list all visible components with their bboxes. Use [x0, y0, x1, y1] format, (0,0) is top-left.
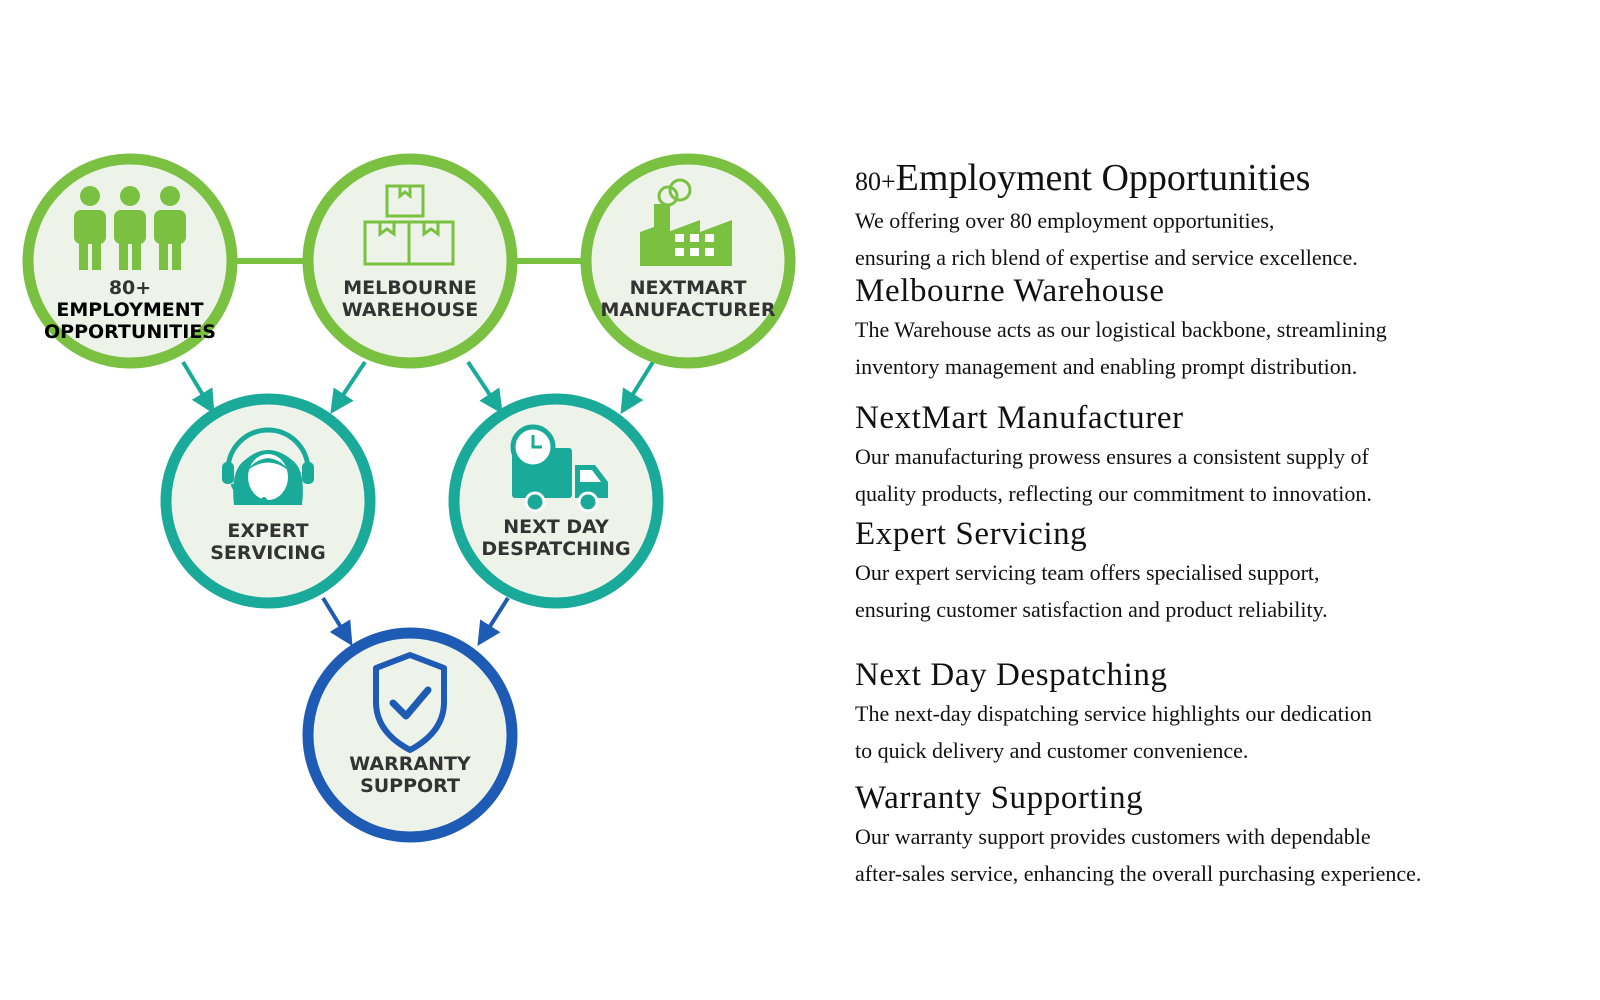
section-warehouse — [855, 271, 1575, 385]
section-heading: Next Day Despatching — [855, 657, 1168, 693]
warehouse-label-line2: WAREHOUSE — [341, 299, 479, 321]
section-heading: Melbourne Warehouse — [855, 273, 1165, 309]
section-heading: Warranty Supporting — [855, 780, 1144, 816]
arrow-warehouse-to-despatching — [468, 362, 500, 410]
employment-label-line2: EMPLOYMENT — [56, 299, 204, 321]
section-line: ensuring a rich blend of expertise and service excellence. — [855, 245, 1358, 270]
section-line: to quick delivery and customer convenience. — [855, 738, 1249, 763]
circle-despatching — [454, 399, 658, 603]
section-line: inventory management and enabling prompt distribution. — [855, 354, 1358, 379]
arrow-warehouse-to-servicing — [333, 362, 365, 410]
section-line: ensuring customer satisfaction and product reliability. — [855, 597, 1328, 622]
section-line: The Warehouse acts as our logistical backbone, streamlining — [855, 317, 1387, 342]
employment-label-line1: 80+ — [108, 277, 152, 299]
section-heading: Expert Servicing — [855, 516, 1088, 552]
section-despatching — [855, 655, 1575, 769]
employment-label-line3: OPPORTUNITIES — [44, 321, 216, 343]
section-employment — [855, 158, 1575, 276]
despatching-label-line1: NEXT DAY — [503, 516, 609, 538]
section-line: We offering over 80 employment opportunities, — [855, 208, 1275, 233]
arrow-servicing-to-warranty — [323, 598, 350, 642]
section-line: The next-day dispatching service highlights our dedication — [855, 701, 1372, 726]
section-warranty — [855, 778, 1575, 892]
servicing-label-line1: EXPERT — [227, 520, 309, 542]
section-line: quality products, reflecting our commitment to innovation. — [855, 481, 1372, 506]
manufacturer-label-line1: NEXTMART — [629, 277, 747, 299]
section-heading — [855, 158, 1575, 202]
arrow-manufacturer-to-despatching — [623, 362, 653, 410]
section-line: Our manufacturing prowess ensures a consistent supply of — [855, 444, 1369, 469]
despatching-label-line2: DESPATCHING — [481, 538, 631, 560]
section-heading-text: Employment Opportunities — [895, 157, 1311, 199]
servicing-label-line2: SERVICING — [210, 542, 326, 564]
warehouse-label-line1: MELBOURNE — [343, 277, 477, 299]
section-line: after-sales service, enhancing the overall purchasing experience. — [855, 861, 1422, 886]
section-line: Our expert servicing team offers specialised support, — [855, 560, 1320, 585]
section-line: Our warranty support provides customers with dependable — [855, 824, 1371, 849]
warranty-label-line1: WARRANTY — [349, 753, 471, 775]
circle-warranty — [308, 633, 512, 837]
warranty-label-line2: SUPPORT — [360, 775, 460, 797]
section-manufacturer — [855, 398, 1575, 512]
circle-employment — [28, 159, 232, 363]
manufacturer-label-line2: MANUFACTURER — [600, 299, 776, 321]
section-heading-prefix: 80+ — [855, 167, 896, 196]
arrow-despatching-to-warranty — [480, 598, 508, 642]
section-heading: NextMart Manufacturer — [855, 400, 1184, 436]
section-servicing — [855, 514, 1575, 628]
circle-servicing — [166, 399, 370, 603]
arrow-employment-to-servicing — [183, 362, 212, 410]
circle-manufacturer — [586, 159, 790, 363]
circle-warehouse — [308, 159, 512, 363]
